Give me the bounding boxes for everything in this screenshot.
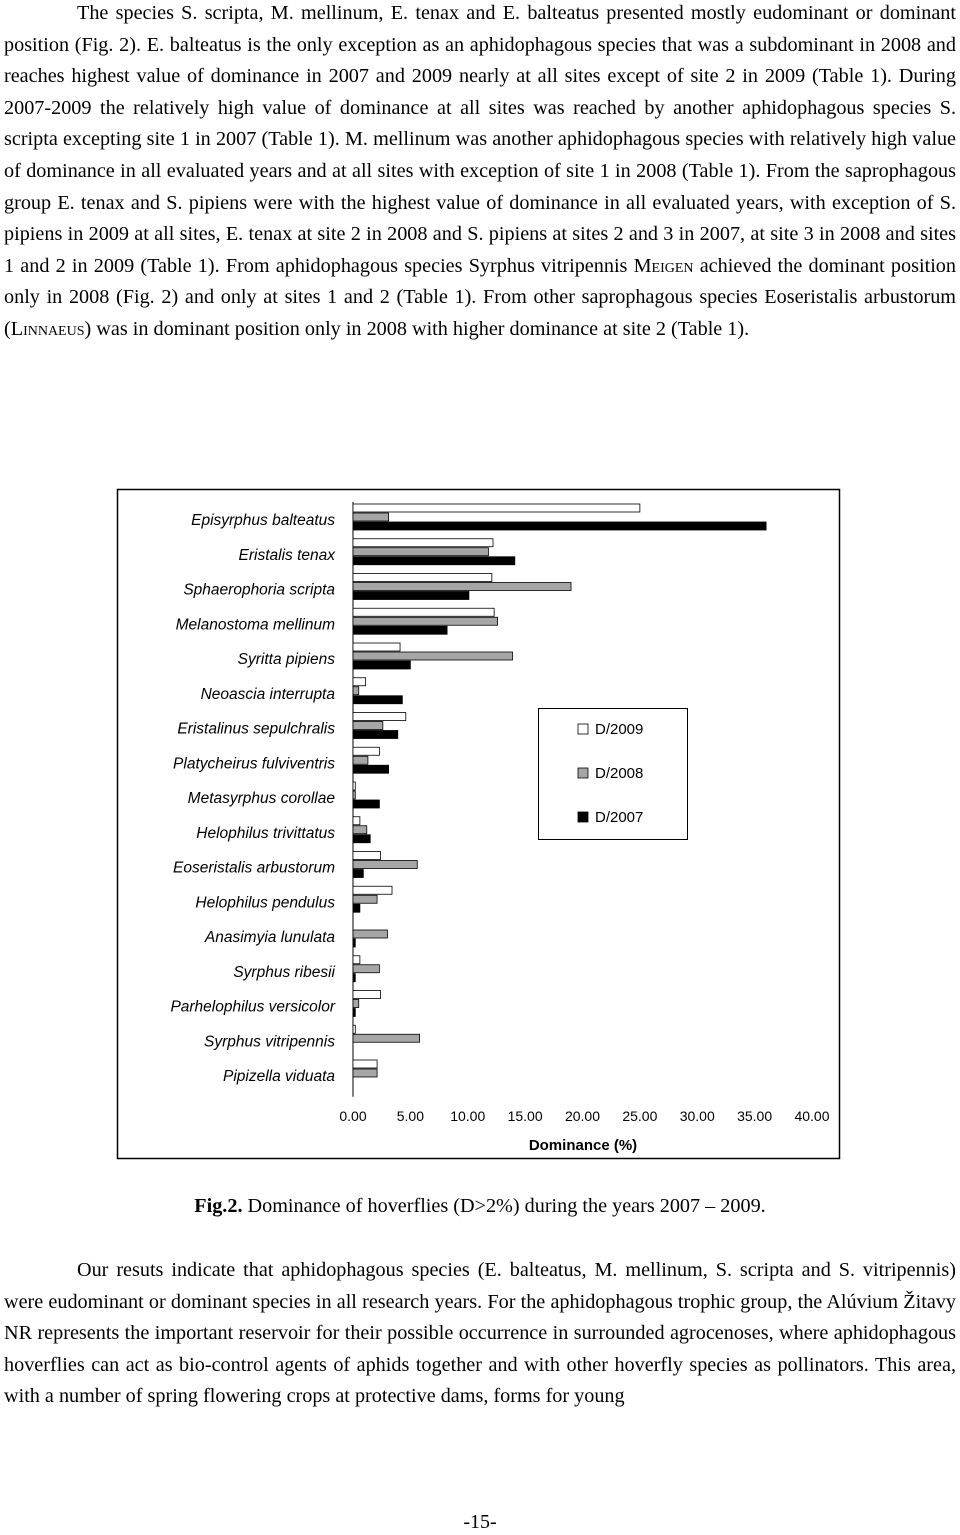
p1-text-1: The species S. scripta, M. mellinum, E. tenax and E. balteatus presented mostly eudominant or dominant position (Fig. 2). E. balteatus is the only exception as an aphidophagous species that was a subdominant in 2008 and reaches highest value of dominance in 2007 and 2009 nearly at all sites except of site 2 in 2009 (Table 1). During 2007-2009 the relatively high value of dominance at all sites was reached by another aphidophagous species S. scripta excepting site 1 in 2007 (Table 1). M. mellinum was another aphidophagous species with relatively high value of dominance in all evaluated years and at all sites with exception of site 1 in 2008 (Table 1). From the saprophagous group E. tenax and S. pipiens were with the highest value of dominance in all evaluated years, with exception of S. pipiens in 2009 at all sites, E. tenax at site 2 in 2008 and S. pipiens at sites 2 and 3 in 2007, at site 3 in 2008 and sites 1 and 2 in 2009 (Table 1). From aphidophagous species Syrphus vitripennis <box>4 2 956 277</box>
bar-D-2008 <box>353 722 383 730</box>
x-tick-label: 0.00 <box>339 1108 367 1124</box>
bar-D-2007 <box>353 904 360 912</box>
bar-D-2008 <box>353 756 368 764</box>
figure-label: Fig.2. <box>194 1195 243 1217</box>
bar-D-2008 <box>353 652 513 660</box>
category-label: Eoseristalis arbustorum <box>173 859 335 877</box>
category-label: Helophilus trivittatus <box>196 824 335 842</box>
bar-D-2008 <box>353 583 571 591</box>
x-tick-label: 35.00 <box>737 1108 773 1124</box>
figure-caption-text: Dominance of hoverflies (D>2%) during the years 2007 – 2009. <box>242 1195 766 1217</box>
bar-D-2007 <box>353 800 379 808</box>
bar-D-2007 <box>353 765 389 773</box>
figure-caption <box>0 1195 960 1218</box>
x-tick-label: 15.00 <box>507 1108 543 1124</box>
bar-D-2008 <box>353 930 387 938</box>
bar-D-2009 <box>353 574 492 582</box>
bar-D-2009 <box>353 747 379 755</box>
bar-D-2007 <box>353 835 370 843</box>
bar-D-2009 <box>353 1060 377 1068</box>
bar-D-2009 <box>353 1025 355 1033</box>
legend-label: D/2007 <box>595 809 644 826</box>
bar-D-2008 <box>353 513 389 521</box>
bar-D-2009 <box>353 991 381 999</box>
bar-D-2009 <box>353 608 494 616</box>
bar-D-2007 <box>353 939 355 947</box>
x-tick-label: 10.00 <box>450 1108 486 1124</box>
bar-D-2008 <box>353 861 417 869</box>
bar-D-2008 <box>353 826 367 834</box>
bar-D-2009 <box>353 504 640 512</box>
bar-D-2009 <box>353 852 381 860</box>
bar-D-2008 <box>353 687 359 695</box>
bar-D-2009 <box>353 782 355 790</box>
bar-D-2007 <box>353 626 447 634</box>
bar-D-2007 <box>353 696 402 704</box>
legend-label: D/2008 <box>595 765 644 782</box>
bar-D-2007 <box>353 522 766 530</box>
bar-D-2009 <box>353 643 400 651</box>
bar-D-2008 <box>353 548 488 556</box>
bar-D-2009 <box>353 886 392 894</box>
category-label: Episyrphus balteatus <box>191 512 335 529</box>
category-label: Metasyrphus corollae <box>187 790 335 807</box>
x-tick-label: 5.00 <box>396 1108 424 1124</box>
bar-D-2008 <box>353 1034 420 1042</box>
page-number: -15- <box>463 1511 497 1533</box>
bar-D-2009 <box>353 713 406 721</box>
category-label: Syrphus ribesii <box>233 963 335 981</box>
category-label: Syrphus vitripennis <box>204 1033 335 1051</box>
category-label: Neoascia interrupta <box>200 685 335 703</box>
bar-D-2007 <box>353 557 515 565</box>
category-label: Platycheirus fulviventris <box>173 755 335 773</box>
bar-D-2009 <box>353 817 360 825</box>
bar-D-2008 <box>353 1000 359 1008</box>
x-tick-label: 30.00 <box>679 1108 715 1124</box>
bar-D-2007 <box>353 592 469 600</box>
p2-text: Our resuts indicate that aphidophagous species (E. balteatus, M. mellinum, S. scripta and S. vitripennis) were eudominant or dominant species in all research years. For the aphidophagous trophic group, the Alúvium Žitavy NR represents the important reservoir for their possible occurrence in surrounded agrocenoses, where aphidophagous hoverflies can act as bio-control agents of aphids together and with other hoverfly species as pollinators. This area, with a number of spring flowering crops at protective dams, forms for young <box>4 1259 956 1408</box>
legend-swatch <box>578 768 588 778</box>
x-tick-label: 40.00 <box>794 1108 830 1124</box>
author-meigen: Meigen <box>633 254 694 277</box>
bar-D-2007 <box>353 661 410 669</box>
legend-swatch <box>578 812 588 822</box>
p1-text-2: achieved the dominant position only in 2008 (Fig. 2) and only at sites 1 and 2 (Table 1). From other saprophagous species Eoseristalis arbustorum ( <box>4 254 956 340</box>
bar-D-2009 <box>353 539 493 547</box>
bar-D-2009 <box>353 956 360 964</box>
bar-D-2007 <box>353 731 398 739</box>
body-paragraph-2 <box>4 1255 956 1413</box>
bar-D-2008 <box>353 1069 377 1077</box>
category-label: Eristalis tenax <box>238 546 335 564</box>
bar-D-2008 <box>353 617 498 625</box>
category-label: Helophilus pendulus <box>195 894 335 912</box>
p1-text-3: ) was in dominant position only in 2008 with higher dominance at site 2 (Table 1). <box>84 317 750 340</box>
category-label: Syritta pipiens <box>237 651 335 668</box>
author-linnaeus: Linnaeus <box>10 317 85 340</box>
legend-swatch <box>578 724 588 734</box>
category-label: Eristalinus sepulchralis <box>177 720 335 738</box>
legend-label: D/2009 <box>595 721 644 738</box>
bar-D-2007 <box>353 974 355 982</box>
category-label: Parhelophilus versicolor <box>170 998 335 1016</box>
x-tick-label: 25.00 <box>622 1108 658 1124</box>
bar-D-2008 <box>353 895 377 903</box>
x-tick-label: 20.00 <box>564 1108 601 1124</box>
bar-D-2007 <box>353 870 363 878</box>
category-label: Pipizella viduata <box>222 1068 335 1085</box>
category-label: Sphaerophoria scripta <box>183 581 335 599</box>
bar-D-2009 <box>353 678 366 686</box>
bar-D-2008 <box>353 791 355 799</box>
x-axis-label: Dominance (%) <box>528 1137 638 1154</box>
category-label: Anasimyia lunulata <box>204 929 335 946</box>
bar-D-2008 <box>353 965 379 973</box>
category-label: Melanostoma mellinum <box>175 616 335 634</box>
bar-D-2007 <box>353 1009 355 1017</box>
